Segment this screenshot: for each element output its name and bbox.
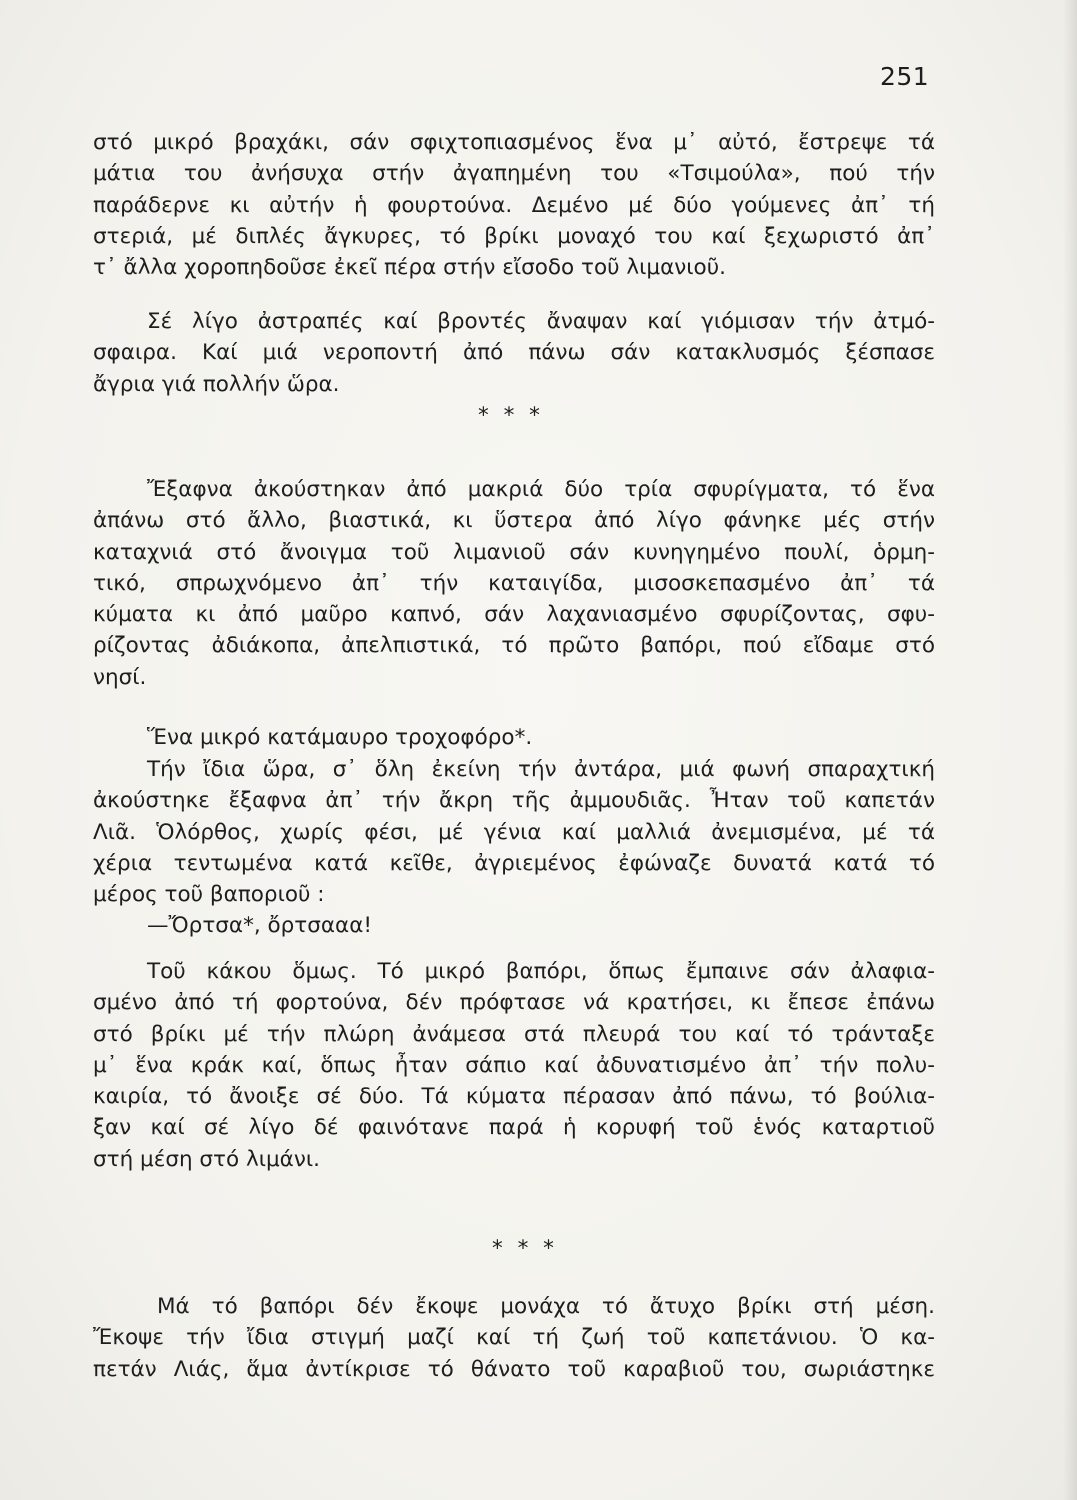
- text-line: Ἕνα μικρό κατάμαυρο τροχοφόρο*.: [147, 725, 533, 750]
- text-line: μάτια του ἀνήσυχα στήν ἀγαπημένη του «Τσιμούλα», πού τήν: [93, 161, 935, 187]
- text-line: Τοῦ κάκου ὅμως. Τό μικρό βαπόρι, ὅπως ἔμπαινε σάν ἀλαφια-: [147, 959, 935, 984]
- text-line: πετάν Λιάς, ἅμα ἀντίκρισε τό θάνατο τοῦ καραβιοῦ του, σωριάστηκε: [93, 1356, 935, 1382]
- paragraph-1: [93, 127, 935, 283]
- text-line: καιρία, τό ἄνοιξε σέ δύο. Τά κύματα πέρασαν ἀπό πάνω, τό βούλια-: [93, 1084, 935, 1110]
- paragraph-2: [93, 306, 935, 400]
- section-separator: * * *: [492, 1236, 558, 1261]
- text-line: ρίζοντας ἀδιάκοπα, ἀπελπιστικά, τό πρῶτο βαπόρι, πού εἴδαμε στό: [93, 633, 935, 659]
- text-line: σμένο ἀπό τή φορτούνα, δέν πρόφτασε νά κρατήσει, κι ἔπεσε ἐπάνω: [93, 990, 935, 1016]
- section-separator: * * *: [478, 403, 544, 428]
- page-number: 251: [880, 62, 930, 91]
- paragraph-8: [93, 1291, 935, 1385]
- text-line: στό βρίκι μέ τήν πλώρη ἀνάμεσα στά πλευρά του καί τό τράνταξε: [93, 1021, 935, 1047]
- text-line: νησί.: [93, 664, 147, 690]
- text-line: —Ὄρτσα*, ὄρτσααα!: [147, 913, 372, 938]
- text-line: Τήν ἴδια ὥρα, σ᾽ ὅλη ἐκείνη τήν ἀντάρα, μιά φωνή σπαραχτική: [147, 757, 935, 782]
- text-line: ἀκούστηκε ἔξαφνα ἀπ᾽ τήν ἄκρη τῆς ἀμμουδιᾶς. Ἦταν τοῦ καπετάν: [93, 788, 935, 814]
- text-line: Ἔκοψε τήν ἴδια στιγμή μαζί καί τή ζωή τοῦ καπετάνιου. Ὁ κα-: [93, 1325, 935, 1351]
- text-line: ξαν καί σέ λίγο δέ φαινότανε παρά ἡ κορυφή τοῦ ἑνός καταρτιοῦ: [93, 1115, 935, 1141]
- text-line: στή μέση στό λιμάνι.: [93, 1146, 320, 1172]
- paragraph-5: [93, 754, 935, 910]
- text-line: μέρος τοῦ βαποριοῦ :: [93, 882, 325, 908]
- text-line: χέρια τεντωμένα κατά κεῖθε, ἀγριεμένος ἐφώναζε δυνατά κατά τό: [93, 850, 935, 876]
- text-line: ἄγρια γιά πολλήν ὥρα.: [93, 371, 340, 397]
- text-line: τικό, σπρωχνόμενο ἀπ᾽ τήν καταιγίδα, μισοσκεπασμένο ἀπ᾽ τά: [93, 570, 935, 596]
- text-line: ἀπάνω στό ἄλλο, βιαστικά, κι ὕστερα ἀπό λίγο φάνηκε μές στήν: [93, 508, 935, 534]
- text-line: Ἔξαφνα ἀκούστηκαν ἀπό μακριά δύο τρία σφυρίγματα, τό ἕνα: [147, 477, 935, 502]
- paragraph-6: [93, 910, 935, 941]
- page-edge-shadow: [1063, 0, 1077, 1500]
- paragraph-7: [93, 956, 935, 1175]
- text-line: στεριά, μέ διπλές ἄγκυρες, τό βρίκι μοναχό του καί ξεχωριστό ἀπ᾽: [93, 223, 935, 249]
- text-line: Λιᾶ. Ὁλόρθος, χωρίς φέσι, μέ γένια καί μαλλιά ἀνεμισμένα, μέ τά: [93, 819, 935, 845]
- text-line: παράδερνε κι αὐτήν ἡ φουρτούνα. Δεμένο μέ δύο γούμενες ἀπ᾽ τή: [93, 192, 935, 218]
- text-line: κύματα κι ἀπό μαῦρο καπνό, σάν λαχανιασμένο σφυρίζοντας, σφυ-: [93, 602, 935, 628]
- text-line: τ᾽ ἄλλα χοροπηδοῦσε ἐκεῖ πέρα στήν εἴσοδο τοῦ λιμανιοῦ.: [93, 255, 726, 281]
- text-line: σφαιρα. Καί μιά νεροποντή ἀπό πάνω σάν κατακλυσμός ξέσπασε: [93, 340, 935, 366]
- text-line: στό μικρό βραχάκι, σάν σφιχτοπιασμένος ἕνα μ᾽ αὐτό, ἔστρεψε τά: [93, 130, 935, 155]
- text-line: Μά τό βαπόρι δέν ἔκοψε μονάχα τό ἄτυχο βρίκι στή μέση.: [157, 1294, 935, 1319]
- text-line: Σέ λίγο ἀστραπές καί βροντές ἄναψαν καί γιόμισαν τήν ἀτμό-: [147, 309, 935, 334]
- paragraph-4: [93, 722, 935, 753]
- text-line: μ᾽ ἕνα κράκ καί, ὅπως ἦταν σάπιο καί ἀδυνατισμένο ἀπ᾽ τήν πολυ-: [93, 1052, 935, 1078]
- paragraph-3: [93, 474, 935, 693]
- text-line: καταχνιά στό ἄνοιγμα τοῦ λιμανιοῦ σάν κυνηγημένο πουλί, ὁρμη-: [93, 539, 935, 565]
